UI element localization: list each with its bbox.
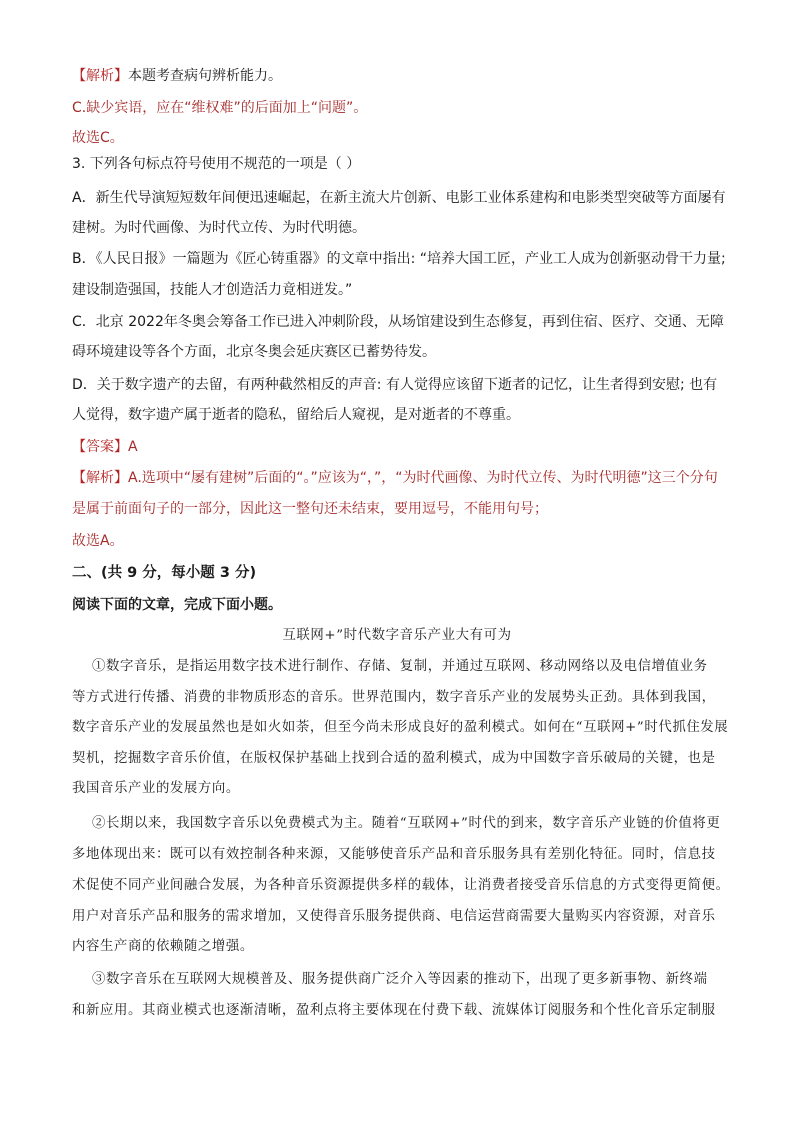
section-heading: 二、(共 9 分，每小题 3 分) xyxy=(72,565,257,581)
q3-answer xyxy=(72,437,732,457)
q3-option-b-line2: 建设制造强国，技能人才创造活力竟相迸发。” xyxy=(72,282,353,298)
article-p2-line4: 用户对音乐产品和服务的需求增加，又使得音乐服务提供商、电信运营商需要大量购买内容资源，对音乐 xyxy=(72,909,716,924)
q2-choice: 故选C。 xyxy=(72,130,124,146)
q3-option-a-line2: 建树。为时代画像、为时代立传、为时代明德。 xyxy=(72,220,366,236)
q3-choice: 故选A。 xyxy=(72,533,124,549)
section-instruction: 阅读下面的文章，完成下面小题。 xyxy=(72,597,282,613)
q2-analysis-tag: 【解析】 xyxy=(72,68,128,84)
article-p3-line2: 和新应用。其商业模式也逐渐清晰，盈利点将主要体现在付费下载、流媒体订阅服务和个性化音乐定制服 xyxy=(72,1003,716,1018)
article-p1-line5: 我国音乐产业的发展方向。 xyxy=(72,781,240,796)
q3-stem: 3. 下列各句标点符号使用不规范的一项是（ ） xyxy=(72,156,361,172)
q3-option-c-line2: 碍环境建设等各个方面，北京冬奥会延庆赛区已蓄势待发。 xyxy=(72,344,436,360)
q3-answer-tag: 【答案】 xyxy=(72,439,128,455)
article-p2-line3: 术促使不同产业间融合发展，为各种音乐资源提供多样的载体，让消费者接受音乐信息的方式变得更简便。 xyxy=(72,878,730,893)
q3-answer-value: A xyxy=(128,439,138,455)
article-p2-line5: 内容生产商的依赖随之增强。 xyxy=(72,939,254,954)
q2-analysis-text: 本题考查病句辨析能力。 xyxy=(128,68,282,84)
q3-analysis-line1 xyxy=(72,468,732,488)
article-title: 互联网+”时代数字音乐产业大有可为 xyxy=(282,628,512,643)
article-p2-line1: ②长期以来，我国数字音乐以免费模式为主。随着“互联网+”时代的到来，数字音乐产业链的价值将更 xyxy=(92,816,721,831)
q3-analysis-line2: 是属于前面句子的一部分，因此这一整句还未结束，要用逗号，不能用句号； xyxy=(72,501,548,517)
article-p1-line3: 数字音乐产业的发展虽然也是如火如荼，但至今尚未形成良好的盈利模式。如何在“互联网+”时代抓住发展 xyxy=(72,720,729,735)
article-p3-line1: ③数字音乐在互联网大规模普及、服务提供商广泛介入等因素的推动下，出现了更多新事物、新终端 xyxy=(92,972,708,987)
q2-explanation: C.缺少宾语，应在“维权难”的后面加上“问题”。 xyxy=(72,100,368,116)
article-p1-line4: 契机，挖掘数字音乐价值，在版权保护基础上找到合适的盈利模式，成为中国数字音乐破局的关键，也是 xyxy=(72,751,716,766)
q2-analysis xyxy=(72,66,732,86)
q3-option-d-line2: 人觉得，数字遗产属于逝者的隐私，留给后人窥视，是对逝者的不尊重。 xyxy=(72,407,520,423)
q3-option-c-line1: C．北京 2022年冬奥会筹备工作已进入冲刺阶段，从场馆建设到生态修复，再到住宿、医疗、交通、无障 xyxy=(72,314,724,330)
article-p2-line2: 多地体现出来：既可以有效控制各种来源，又能够使音乐产品和音乐服务具有差别化特征。同时，信息技 xyxy=(72,847,716,862)
q3-analysis-text-1: A.选项中“屡有建树”后面的“。”应该为“，”，“为时代画像、为时代立传、为时代明德”这三个分句 xyxy=(128,470,718,486)
article-p1-line2: 等方式进行传播、消费的非物质形态的音乐。世界范围内，数字音乐产业的发展势头正劲。具体到我国， xyxy=(72,690,716,705)
article-p1-line1: ①数字音乐，是指运用数字技术进行制作、存储、复制，并通过互联网、移动网络以及电信增值业务 xyxy=(92,659,708,674)
q3-option-d-line1: D．关于数字遗产的去留，有两种截然相反的声音: 有人觉得应该留下逝者的记忆，让生者得到安慰; 也有 xyxy=(72,377,718,393)
q3-option-b-line1: B．《人民日报》一篇题为《匠心铸重器》的文章中指出: “培养大国工匠，产业工人成为创新驱动骨干力量; xyxy=(72,251,726,267)
q3-option-a-line1: A．新生代导演短短数年间便迅速崛起，在新主流大片创新、电影工业体系建构和电影类型突破等方面屡有 xyxy=(72,190,726,206)
q3-analysis-tag: 【解析】 xyxy=(72,470,128,486)
